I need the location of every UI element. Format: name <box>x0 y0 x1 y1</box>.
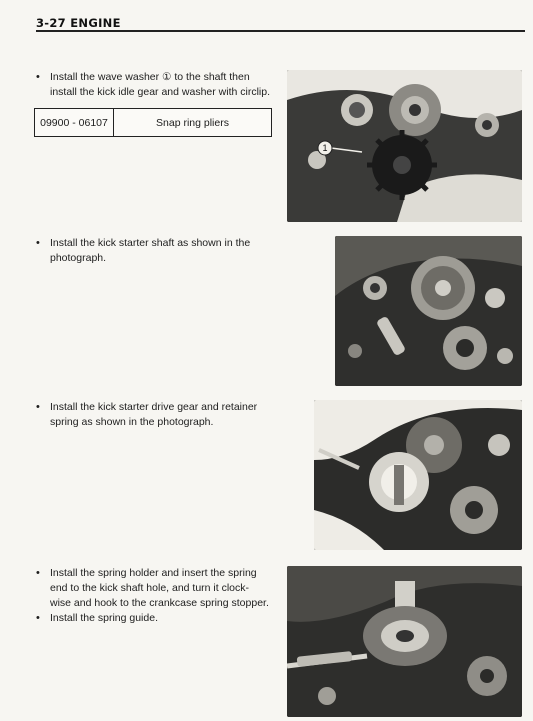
bullet-icon: • <box>36 567 40 579</box>
tool-number: 09900 - 06107 <box>35 109 114 136</box>
step-4-line-4 <box>36 611 272 626</box>
step-3-text-1: Install the kick starter drive gear and retainer <box>50 401 258 413</box>
step-4-text-2: end to the kick shaft hole, and turn it clock- <box>50 582 250 594</box>
step-1 <box>36 70 272 100</box>
step-4-text-1: Install the spring holder and insert the spring <box>50 567 257 579</box>
bullet-icon: • <box>36 71 40 83</box>
bullet-icon: • <box>36 401 40 413</box>
bullet-icon: • <box>36 237 40 249</box>
step-3-line-1 <box>36 400 274 415</box>
engine-photo-icon <box>287 566 522 717</box>
callout-number: 1 <box>322 143 328 153</box>
special-tool-table <box>34 108 272 137</box>
step-2-line-2 <box>36 251 274 266</box>
photo-kick-starter-drive-gear <box>314 400 522 550</box>
photo-kick-starter-shaft <box>335 236 522 386</box>
step-1-text-2: install the kick idle gear and washer with circlip. <box>50 86 271 98</box>
step-2 <box>36 236 274 266</box>
step-1-line-1 <box>36 70 272 85</box>
step-4-line-1 <box>36 566 272 581</box>
step-3 <box>36 400 274 430</box>
step-2-text-2: photograph. <box>50 252 107 264</box>
step-3-text-2: spring as shown in the photograph. <box>50 416 214 428</box>
step-4 <box>36 566 272 626</box>
step-2-text-1: Install the kick starter shaft as shown in the <box>50 237 251 249</box>
step-2-line-1 <box>36 236 274 251</box>
step-4-text-3: wise and hook to the crankcase spring stopper. <box>50 597 269 609</box>
page-header: 3-27 ENGINE <box>36 16 121 30</box>
photo-spring-holder <box>287 566 522 717</box>
tool-name: Snap ring pliers <box>156 116 229 129</box>
step-3-line-2 <box>36 415 274 430</box>
bullet-icon: • <box>36 612 40 624</box>
step-4-line-2 <box>36 581 272 596</box>
engine-photo-icon <box>287 70 522 222</box>
step-4-line-3 <box>36 596 272 611</box>
header-rule <box>36 30 525 32</box>
photo-kick-idle-gear <box>287 70 522 222</box>
engine-photo-icon <box>314 400 522 550</box>
step-4-extra: Install the spring guide. <box>50 612 158 624</box>
step-1-text-1: Install the wave washer ① to the shaft then <box>50 71 250 83</box>
step-1-line-2 <box>36 85 272 100</box>
engine-photo-icon <box>335 236 522 386</box>
